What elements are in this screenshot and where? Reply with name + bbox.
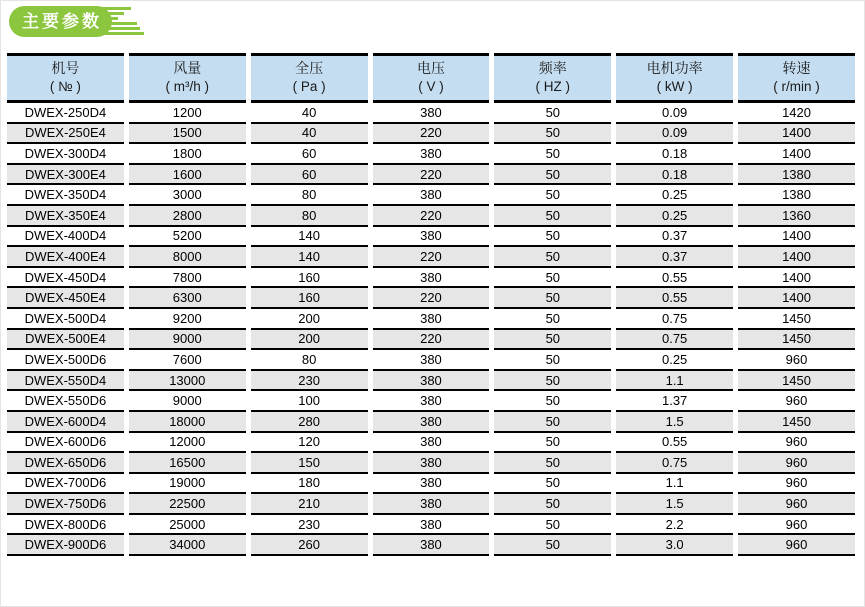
table-cell: 5200	[129, 227, 246, 248]
table-cell: 50	[494, 309, 611, 330]
table-cell: 50	[494, 535, 611, 556]
table-cell: DWEX-600D4	[7, 412, 124, 433]
table-cell: 50	[494, 350, 611, 371]
table-cell: 140	[251, 227, 368, 248]
table-cell: 210	[251, 494, 368, 515]
table-cell: 1400	[738, 124, 855, 145]
table-cell: 1450	[738, 412, 855, 433]
table-cell: DWEX-500E4	[7, 330, 124, 351]
table-cell: 8000	[129, 247, 246, 268]
table-cell: 34000	[129, 535, 246, 556]
table-cell: DWEX-450D4	[7, 268, 124, 289]
table-cell: 3.0	[616, 535, 733, 556]
table-cell: 60	[251, 144, 368, 165]
table-cell: 1400	[738, 268, 855, 289]
table-row	[7, 227, 855, 248]
table-row	[7, 206, 855, 227]
table-cell: 1450	[738, 371, 855, 392]
table-cell: 960	[738, 433, 855, 454]
table-cell: 1420	[738, 103, 855, 124]
column-header: 风量 ( m³/h )	[129, 53, 246, 103]
table-cell: 1380	[738, 185, 855, 206]
table-cell: 40	[251, 124, 368, 145]
column-header: 机号 ( № )	[7, 53, 124, 103]
table-cell: DWEX-450E4	[7, 288, 124, 309]
table-cell: 80	[251, 350, 368, 371]
table-cell: 1360	[738, 206, 855, 227]
table-cell: 960	[738, 453, 855, 474]
table-cell: 3000	[129, 185, 246, 206]
table-cell: DWEX-700D6	[7, 474, 124, 495]
table-cell: DWEX-650D6	[7, 453, 124, 474]
table-cell: 160	[251, 268, 368, 289]
table-row	[7, 371, 855, 392]
table-row	[7, 350, 855, 371]
table-row	[7, 144, 855, 165]
table-row	[7, 433, 855, 454]
column-header: 电机功率 ( kW )	[616, 53, 733, 103]
table-cell: 380	[373, 371, 490, 392]
table-cell: 960	[738, 535, 855, 556]
table-cell: 380	[373, 494, 490, 515]
table-cell: 1.37	[616, 391, 733, 412]
table-cell: 50	[494, 124, 611, 145]
table-row	[7, 494, 855, 515]
table-row	[7, 453, 855, 474]
table-cell: 50	[494, 433, 611, 454]
table-cell: 220	[373, 124, 490, 145]
table-cell: 1500	[129, 124, 246, 145]
table-cell: 1380	[738, 165, 855, 186]
table-cell: 1450	[738, 309, 855, 330]
table-cell: 80	[251, 185, 368, 206]
table-cell: 80	[251, 206, 368, 227]
table-cell: 2.2	[616, 515, 733, 536]
table-row	[7, 268, 855, 289]
table-cell: 380	[373, 268, 490, 289]
table-cell: 50	[494, 391, 611, 412]
table-cell: 380	[373, 535, 490, 556]
table-cell: DWEX-900D6	[7, 535, 124, 556]
column-header: 电压 ( V )	[373, 53, 490, 103]
table-cell: 230	[251, 371, 368, 392]
table-cell: 960	[738, 494, 855, 515]
table-row	[7, 185, 855, 206]
table-cell: 1.5	[616, 412, 733, 433]
table-cell: 150	[251, 453, 368, 474]
table-cell: DWEX-500D4	[7, 309, 124, 330]
table-cell: 50	[494, 288, 611, 309]
section-header	[1, 1, 201, 47]
column-header: 频率 ( HZ )	[494, 53, 611, 103]
table-cell: DWEX-250D4	[7, 103, 124, 124]
table-cell: DWEX-750D6	[7, 494, 124, 515]
table-cell: DWEX-400D4	[7, 227, 124, 248]
table-cell: 12000	[129, 433, 246, 454]
table-cell: DWEX-300D4	[7, 144, 124, 165]
table-body	[7, 103, 855, 556]
table-cell: 160	[251, 288, 368, 309]
table-cell: 230	[251, 515, 368, 536]
table-cell: 25000	[129, 515, 246, 536]
table-cell: 380	[373, 103, 490, 124]
table-cell: 0.09	[616, 124, 733, 145]
table-cell: 50	[494, 247, 611, 268]
table-cell: 280	[251, 412, 368, 433]
table-cell: 9200	[129, 309, 246, 330]
table-cell: 1400	[738, 288, 855, 309]
table-cell: 50	[494, 185, 611, 206]
table-cell: 1.1	[616, 474, 733, 495]
table-cell: 6300	[129, 288, 246, 309]
table-cell: 100	[251, 391, 368, 412]
section-title-badge: 主要参数	[9, 6, 112, 37]
table-row	[7, 247, 855, 268]
table-cell: 50	[494, 412, 611, 433]
table-cell: 50	[494, 268, 611, 289]
table-cell: 380	[373, 453, 490, 474]
table-row	[7, 391, 855, 412]
table-cell: 1200	[129, 103, 246, 124]
table-cell: DWEX-350D4	[7, 185, 124, 206]
table-cell: 50	[494, 371, 611, 392]
column-header: 全压 ( Pa )	[251, 53, 368, 103]
table-cell: DWEX-350E4	[7, 206, 124, 227]
table-cell: 0.75	[616, 330, 733, 351]
table-cell: 50	[494, 165, 611, 186]
table-cell: DWEX-400E4	[7, 247, 124, 268]
table-cell: DWEX-550D4	[7, 371, 124, 392]
table-cell: 0.55	[616, 433, 733, 454]
table-cell: 220	[373, 288, 490, 309]
table-cell: 7600	[129, 350, 246, 371]
table-cell: 120	[251, 433, 368, 454]
specs-table	[2, 53, 860, 556]
table-cell: 200	[251, 309, 368, 330]
table-cell: 0.25	[616, 185, 733, 206]
table-row	[7, 288, 855, 309]
table-cell: 380	[373, 350, 490, 371]
table-cell: 180	[251, 474, 368, 495]
table-row	[7, 412, 855, 433]
table-cell: 380	[373, 144, 490, 165]
column-header: 转速 ( r/min )	[738, 53, 855, 103]
table-cell: 1400	[738, 247, 855, 268]
table-cell: 7800	[129, 268, 246, 289]
table-cell: 380	[373, 474, 490, 495]
table-cell: 0.25	[616, 206, 733, 227]
table-cell: DWEX-300E4	[7, 165, 124, 186]
table-cell: 380	[373, 433, 490, 454]
table-cell: 0.75	[616, 309, 733, 330]
table-cell: 1450	[738, 330, 855, 351]
table-cell: 50	[494, 453, 611, 474]
table-cell: 960	[738, 515, 855, 536]
table-cell: 19000	[129, 474, 246, 495]
table-cell: 50	[494, 330, 611, 351]
table-row	[7, 515, 855, 536]
table-row	[7, 165, 855, 186]
table-cell: 220	[373, 206, 490, 227]
table-cell: 50	[494, 206, 611, 227]
table-cell: 50	[494, 474, 611, 495]
table-cell: 1800	[129, 144, 246, 165]
table-cell: 50	[494, 227, 611, 248]
table-cell: 200	[251, 330, 368, 351]
table-cell: 9000	[129, 330, 246, 351]
table-row	[7, 309, 855, 330]
table-row	[7, 535, 855, 556]
table-cell: 9000	[129, 391, 246, 412]
table-cell: 0.55	[616, 268, 733, 289]
table-cell: 50	[494, 515, 611, 536]
table-cell: 2800	[129, 206, 246, 227]
table-cell: 960	[738, 474, 855, 495]
table-cell: 220	[373, 247, 490, 268]
table-cell: 380	[373, 309, 490, 330]
table-cell: 60	[251, 165, 368, 186]
table-cell: 18000	[129, 412, 246, 433]
table-cell: 1.5	[616, 494, 733, 515]
table-cell: 960	[738, 350, 855, 371]
table-cell: DWEX-550D6	[7, 391, 124, 412]
table-cell: 1600	[129, 165, 246, 186]
table-cell: 0.18	[616, 144, 733, 165]
table-cell: 0.37	[616, 247, 733, 268]
table-cell: 16500	[129, 453, 246, 474]
table-cell: 0.09	[616, 103, 733, 124]
table-cell: 0.55	[616, 288, 733, 309]
table-cell: 0.75	[616, 453, 733, 474]
table-cell: 960	[738, 391, 855, 412]
table-cell: 50	[494, 494, 611, 515]
table-cell: 50	[494, 103, 611, 124]
table-row	[7, 124, 855, 145]
table-cell: 1400	[738, 144, 855, 165]
table-cell: 380	[373, 227, 490, 248]
table-cell: DWEX-500D6	[7, 350, 124, 371]
table-cell: 50	[494, 144, 611, 165]
table-cell: 260	[251, 535, 368, 556]
table-row	[7, 330, 855, 351]
table-cell: 13000	[129, 371, 246, 392]
table-cell: 220	[373, 330, 490, 351]
table-cell: DWEX-800D6	[7, 515, 124, 536]
table-cell: 1.1	[616, 371, 733, 392]
table-cell: 380	[373, 391, 490, 412]
table-cell: 0.18	[616, 165, 733, 186]
table-cell: 380	[373, 515, 490, 536]
table-cell: DWEX-600D6	[7, 433, 124, 454]
table-header-row	[7, 53, 855, 103]
table-row	[7, 103, 855, 124]
table-cell: 40	[251, 103, 368, 124]
table-cell: 0.25	[616, 350, 733, 371]
table-cell: 0.37	[616, 227, 733, 248]
table-cell: 140	[251, 247, 368, 268]
table-cell: 220	[373, 165, 490, 186]
table-cell: DWEX-250E4	[7, 124, 124, 145]
table-cell: 1400	[738, 227, 855, 248]
table-cell: 380	[373, 185, 490, 206]
table-cell: 380	[373, 412, 490, 433]
table-row	[7, 474, 855, 495]
table-cell: 22500	[129, 494, 246, 515]
